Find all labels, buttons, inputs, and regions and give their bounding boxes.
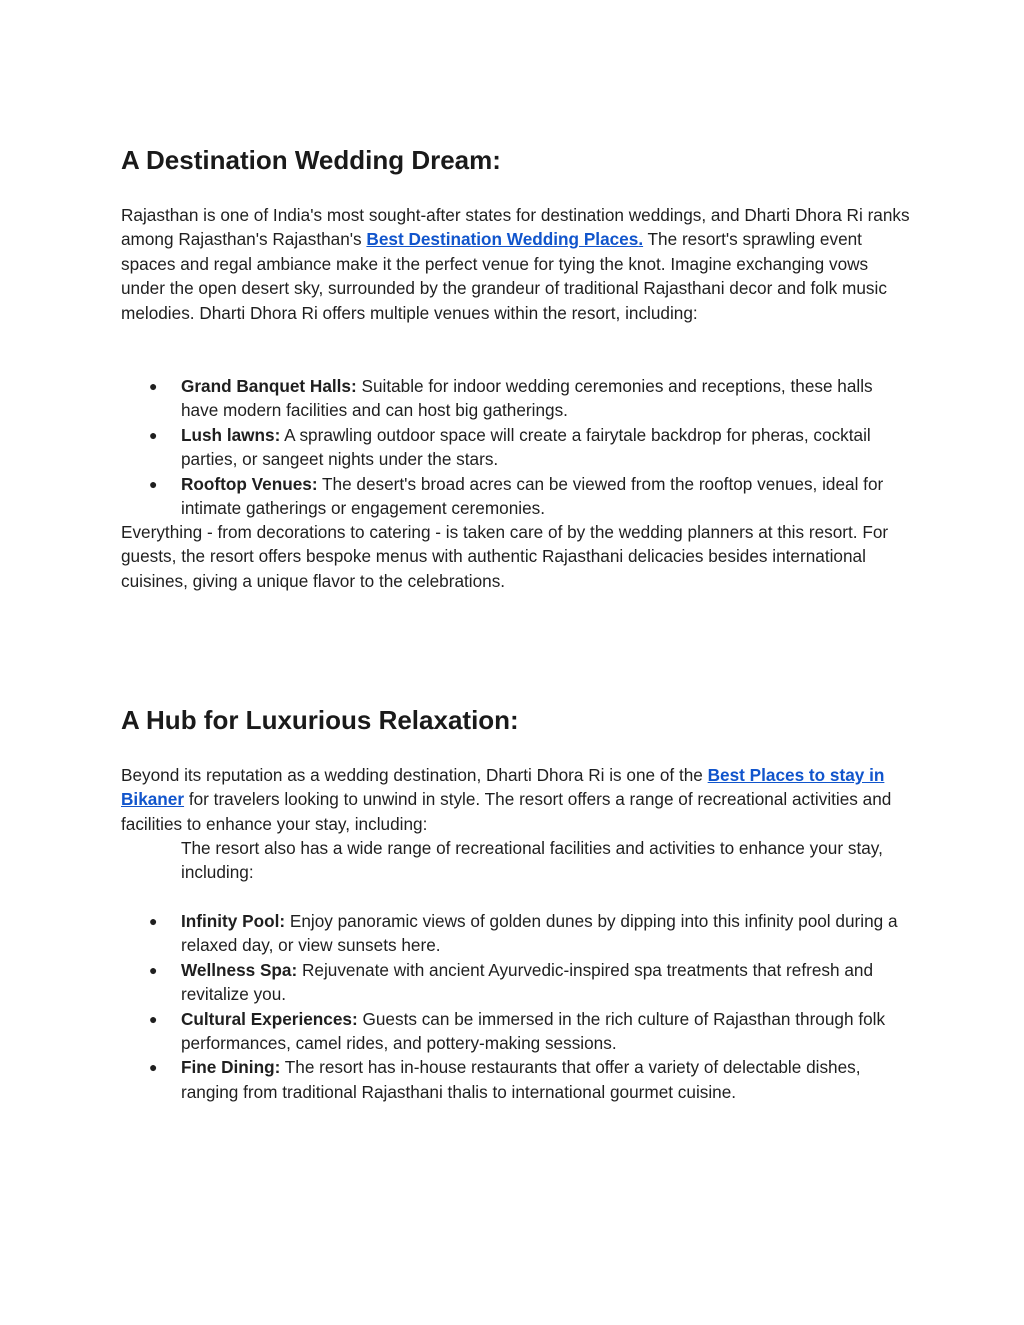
link-trailing-dot[interactable]: . — [638, 229, 644, 250]
list-item-term: Infinity Pool: — [181, 911, 286, 931]
bullet-icon: ● — [149, 475, 158, 492]
relaxation-intro-text-b: for travelers looking to unwind in style. The resort offers a range of recreational activities and facilities to enhance your stay, including: — [121, 789, 892, 834]
section-heading-wedding: A Destination Wedding Dream: — [121, 145, 501, 175]
list-item-term: Grand Banquet Halls: — [181, 376, 357, 396]
list-item-text: The desert's broad acres can be viewed from the rooftop venues, ideal for intimate gatherings or engagement ceremonies. — [181, 473, 884, 519]
relaxation-intro-text-a: Beyond its reputation as a wedding destination, Dharti Dhora Ri is one of the — [121, 765, 708, 785]
list-item-term: Rooftop Venues: — [181, 473, 318, 494]
wedding-intro-paragraph — [121, 203, 911, 325]
list-item — [121, 374, 911, 423]
bullet-icon: ● — [149, 1010, 158, 1027]
bullet-icon: ● — [149, 426, 158, 443]
list-item-text: Suitable for indoor wedding ceremonies and receptions, these halls have modern facilities and can host big gatherings. — [181, 376, 873, 421]
list-item-term: Wellness Spa: — [181, 959, 298, 980]
facilities-list — [121, 909, 911, 1104]
relaxation-indented-paragraph: The resort also has a wide range of recreational facilities and activities to enhance your stay, including: — [181, 838, 883, 883]
list-item — [121, 909, 911, 958]
bullet-icon: ● — [149, 913, 158, 929]
list-item-text: Rejuvenate with ancient Ayurvedic-inspired spa treatments that refresh and revitalize you. — [181, 959, 873, 1005]
list-item-term: Fine Dining: — [181, 1057, 281, 1078]
list-item — [121, 958, 911, 1007]
section-heading-relaxation: A Hub for Luxurious Relaxation: — [121, 705, 519, 735]
list-item-term: Cultural Experiences: — [181, 1008, 358, 1029]
wedding-intro-text-b: The resort's sprawling event spaces and regal ambiance make it the perfect venue for tying the knot. Imagine exchanging vows under the open desert sky, surrounded by the grandeur of traditional Rajasthani decor and folk music melodies. Dharti Dhora Ri offers multiple venues within the resort, including: — [121, 229, 887, 323]
list-item-text: Enjoy panoramic views of golden dunes by dipping into this infinity pool during a relaxed day, or view sunsets here. — [181, 911, 898, 956]
list-item-text: A sprawling outdoor space will create a fairytale backdrop for pheras, cocktail parties, or sangeet nights under the stars. — [181, 424, 871, 470]
bullet-icon: ● — [149, 378, 158, 394]
bullet-icon: ● — [149, 961, 158, 978]
list-item — [121, 472, 911, 521]
list-item-term: Lush lawns: — [181, 424, 281, 445]
list-item — [121, 423, 911, 472]
wedding-venues-list — [121, 374, 911, 520]
list-item-text: The resort has in-house restaurants that offer a variety of delectable dishes, ranging from traditional Rajasthani thalis to international gourmet cuisine. — [181, 1057, 861, 1102]
list-item — [121, 1007, 911, 1056]
list-item-text: Guests can be immersed in the rich culture of Rajasthan through folk performances, camel rides, and pottery-making sessions. — [181, 1008, 886, 1054]
best-places-to-stay-in-bikaner-link[interactable]: Best Places to stay in Bikaner — [121, 765, 885, 810]
list-item — [121, 1055, 911, 1104]
best-destination-wedding-places-link[interactable]: Best Destination Wedding Places — [366, 229, 639, 250]
bullet-icon: ● — [149, 1059, 158, 1076]
wedding-closing-paragraph: Everything - from decorations to catering - is taken care of by the wedding planners at this resort. For guests, the resort offers bespoke menus with authentic Rajasthani delicacies besides international cuisines, giving a unique flavor to the celebrations. — [121, 522, 889, 591]
relaxation-intro-paragraph — [121, 763, 911, 836]
wedding-intro-text-a: Rajasthan is one of India's most sought-after states for destination weddings, and Dharti Dhora Ri ranks among Rajasthan's Rajasthan's — [121, 205, 910, 250]
